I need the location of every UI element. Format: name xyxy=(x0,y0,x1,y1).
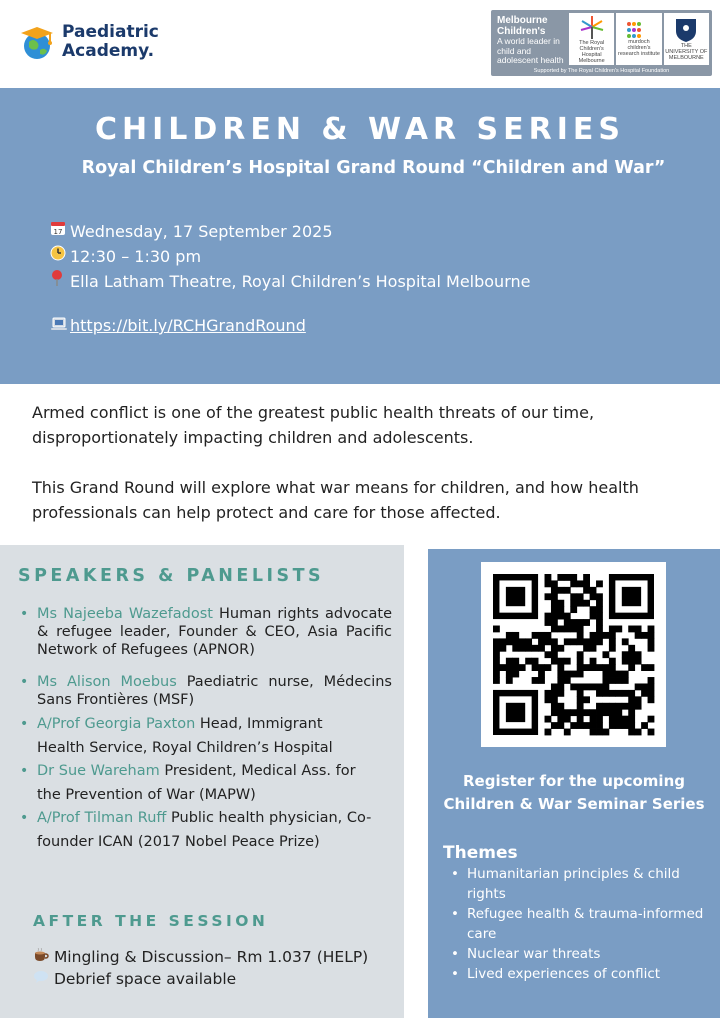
speaker-role: Human rights advocate & refugee leader, Founder & CEO, Asia Pacific Network of Refugees (APNOR) xyxy=(37,606,393,658)
melbourne-childrens-block xyxy=(494,13,567,65)
speakers-panel xyxy=(0,545,404,1018)
speaker-item xyxy=(20,605,392,659)
speaker-name: A/Prof Tilman Ruff xyxy=(37,810,167,826)
event-date-row xyxy=(50,220,530,245)
speaker-item xyxy=(20,760,360,807)
calendar-icon xyxy=(50,220,70,245)
series-title: CHILDREN & WAR SERIES xyxy=(94,112,626,147)
event-details xyxy=(50,220,530,296)
register-line1: Register for the upcoming xyxy=(463,772,685,790)
mcri-dots-icon xyxy=(626,21,652,39)
speakers-title: SPEAKERS & PANELISTS xyxy=(18,566,325,586)
register-line2: Children & War Seminar Series xyxy=(443,795,705,813)
rch-logo xyxy=(569,13,614,65)
after-session-list xyxy=(33,946,368,990)
logo-line2: Academy. xyxy=(62,41,155,61)
clock-icon xyxy=(50,245,70,270)
mch-tagline: A world leader in child and adolescent health xyxy=(497,36,564,65)
theme-item: • Refugee health & trauma-informed care xyxy=(451,904,711,944)
mcri-logo xyxy=(616,13,661,65)
rch-tree-icon xyxy=(579,14,605,40)
mch-title: Melbourne Children's xyxy=(497,15,548,37)
svg-text:17: 17 xyxy=(53,228,63,236)
event-location-row xyxy=(50,269,530,296)
theme-item: • Nuclear war threats xyxy=(451,944,711,964)
speaker-item xyxy=(20,807,380,854)
register-text xyxy=(428,770,720,816)
unimelb-name: THE UNIVERSITY OF MELBOURNE xyxy=(665,43,708,61)
unimelb-crest-icon xyxy=(674,17,698,43)
partner-logos xyxy=(491,10,712,76)
speaker-role: Head, Immigrant Health Service, Royal Children’s Hospital xyxy=(37,716,333,756)
register-panel xyxy=(428,549,720,1018)
event-hero xyxy=(0,88,720,384)
event-time-row xyxy=(50,245,530,270)
supported-by: Supported by The Royal Children's Hospital Foundation xyxy=(533,68,670,74)
intro-paragraph-1: Armed conflict is one of the greatest public health threats of our time, disproportionately impacting children and adolescents. xyxy=(32,403,595,447)
event-link-row xyxy=(50,316,306,335)
event-subtitle: Royal Children’s Hospital Grand Round “Children and War” xyxy=(81,158,666,178)
event-date: Wednesday, 17 September 2025 xyxy=(70,222,333,241)
mcri-name: murdoch children's research institute xyxy=(618,39,660,57)
coffee-icon xyxy=(33,948,54,966)
speaker-item xyxy=(20,673,392,709)
after-item-text: Debrief space available xyxy=(53,970,237,988)
intro-text xyxy=(32,400,702,525)
intro-paragraph-2: This Grand Round will explore what war means for children, and how health professionals can help protect and care for those affected. xyxy=(32,478,639,522)
pin-icon xyxy=(50,269,70,296)
speaker-name: A/Prof Georgia Paxton xyxy=(37,716,196,732)
speakers-list xyxy=(20,605,392,854)
speaker-item xyxy=(20,713,350,760)
theme-item: • Lived experiences of conflict xyxy=(451,964,711,984)
after-item-text: Mingling & Discussion– Rm 1.037 (HELP) xyxy=(53,948,369,966)
theme-item: • Humanitarian principles & child rights xyxy=(451,864,711,904)
themes-title: Themes xyxy=(443,843,518,863)
speaker-name: Dr Sue Wareham xyxy=(37,763,160,779)
chat-bubble-icon xyxy=(33,970,54,988)
qr-code-icon[interactable] xyxy=(481,562,666,747)
themes-list xyxy=(451,864,711,984)
logo-line1: Paediatric xyxy=(62,22,159,42)
after-item xyxy=(33,968,368,990)
event-location: Ella Latham Theatre, Royal Children’s Hospital Melbourne xyxy=(70,272,531,291)
after-session-title: AFTER THE SESSION xyxy=(33,912,269,930)
header xyxy=(0,0,720,88)
laptop-icon xyxy=(50,317,70,335)
speaker-name: Ms Najeeba Wazefadost xyxy=(37,606,213,622)
speaker-role: Paediatric nurse, Médecins Sans Frontières (MSF) xyxy=(37,674,392,708)
speaker-role: Public health physician, Co-founder ICAN (2017 Nobel Peace Prize) xyxy=(37,810,372,850)
paediatric-academy-logo[interactable] xyxy=(20,22,159,62)
speaker-role: President, Medical Ass. for the Prevention of War (MAPW) xyxy=(37,763,356,803)
after-item xyxy=(33,946,368,968)
grand-round-link[interactable]: https://bit.ly/RCHGrandRound xyxy=(70,316,306,335)
event-time: 12:30 – 1:30 pm xyxy=(70,246,202,266)
graduation-globe-icon xyxy=(20,22,56,62)
rch-name: The Royal Children's Hospital Melbourne xyxy=(578,40,605,64)
unimelb-logo xyxy=(664,13,709,65)
speaker-name: Ms Alison Moebus xyxy=(37,674,177,690)
